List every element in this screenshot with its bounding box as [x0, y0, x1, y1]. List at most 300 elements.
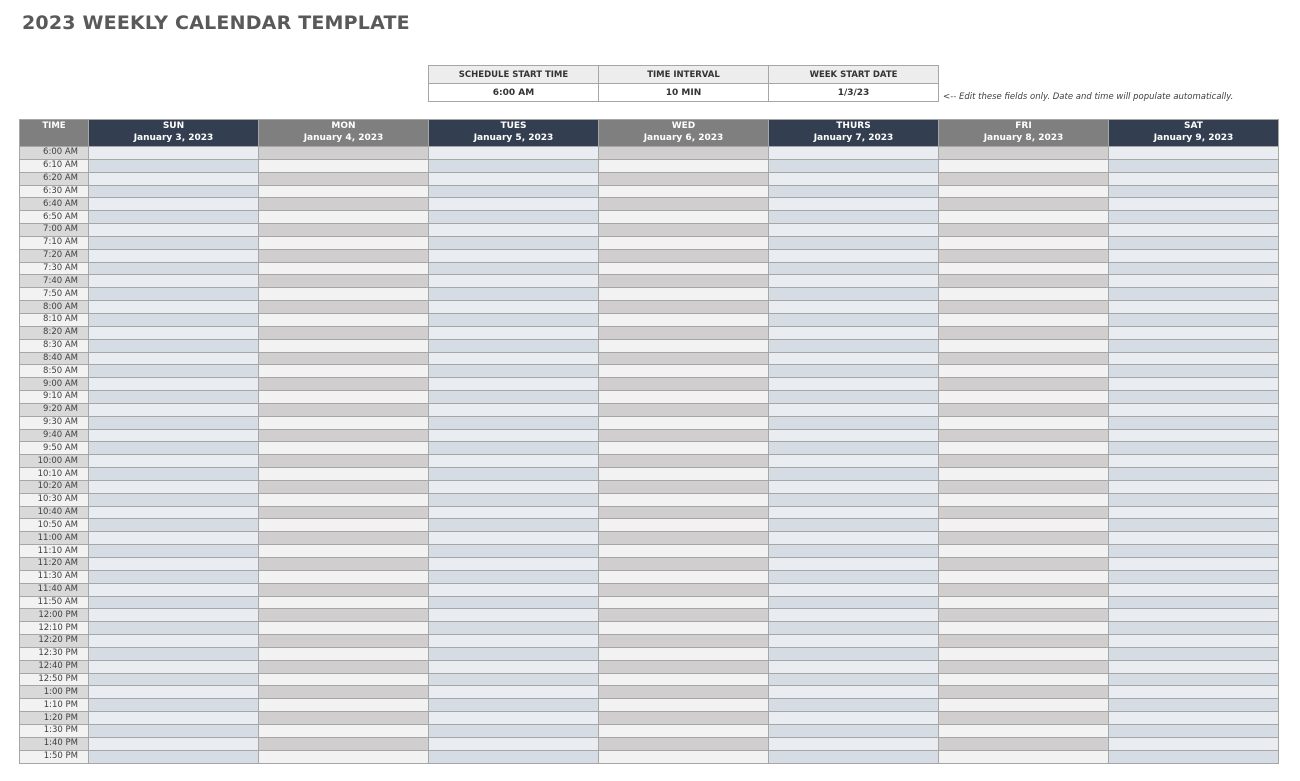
- schedule-cell-thurs[interactable]: [769, 313, 939, 326]
- schedule-cell-mon[interactable]: [259, 673, 429, 686]
- schedule-cell-sat[interactable]: [1109, 480, 1279, 493]
- schedule-cell-fri[interactable]: [939, 185, 1109, 198]
- schedule-cell-mon[interactable]: [259, 429, 429, 442]
- schedule-cell-tues[interactable]: [429, 712, 599, 725]
- schedule-cell-wed[interactable]: [599, 558, 769, 571]
- schedule-cell-mon[interactable]: [259, 416, 429, 429]
- schedule-cell-mon[interactable]: [259, 699, 429, 712]
- schedule-cell-tues[interactable]: [429, 609, 599, 622]
- schedule-cell-sat[interactable]: [1109, 647, 1279, 660]
- schedule-cell-sat[interactable]: [1109, 275, 1279, 288]
- schedule-cell-tues[interactable]: [429, 262, 599, 275]
- schedule-cell-wed[interactable]: [599, 686, 769, 699]
- schedule-cell-wed[interactable]: [599, 750, 769, 763]
- schedule-cell-tues[interactable]: [429, 249, 599, 262]
- schedule-cell-fri[interactable]: [939, 737, 1109, 750]
- schedule-cell-sun[interactable]: [89, 301, 259, 314]
- schedule-cell-tues[interactable]: [429, 365, 599, 378]
- schedule-cell-sun[interactable]: [89, 558, 259, 571]
- schedule-cell-mon[interactable]: [259, 198, 429, 211]
- schedule-cell-sat[interactable]: [1109, 635, 1279, 648]
- schedule-cell-thurs[interactable]: [769, 570, 939, 583]
- schedule-cell-sat[interactable]: [1109, 352, 1279, 365]
- schedule-cell-sat[interactable]: [1109, 288, 1279, 301]
- schedule-cell-tues[interactable]: [429, 429, 599, 442]
- schedule-cell-tues[interactable]: [429, 532, 599, 545]
- schedule-cell-tues[interactable]: [429, 647, 599, 660]
- schedule-cell-sat[interactable]: [1109, 403, 1279, 416]
- schedule-cell-sat[interactable]: [1109, 737, 1279, 750]
- schedule-cell-fri[interactable]: [939, 147, 1109, 160]
- schedule-cell-sat[interactable]: [1109, 583, 1279, 596]
- schedule-cell-sun[interactable]: [89, 224, 259, 237]
- schedule-cell-wed[interactable]: [599, 429, 769, 442]
- schedule-cell-thurs[interactable]: [769, 532, 939, 545]
- schedule-cell-sun[interactable]: [89, 339, 259, 352]
- schedule-cell-sat[interactable]: [1109, 558, 1279, 571]
- schedule-cell-thurs[interactable]: [769, 262, 939, 275]
- schedule-cell-sat[interactable]: [1109, 429, 1279, 442]
- schedule-cell-fri[interactable]: [939, 159, 1109, 172]
- schedule-cell-thurs[interactable]: [769, 622, 939, 635]
- schedule-cell-fri[interactable]: [939, 570, 1109, 583]
- schedule-cell-mon[interactable]: [259, 468, 429, 481]
- schedule-cell-fri[interactable]: [939, 750, 1109, 763]
- schedule-cell-tues[interactable]: [429, 635, 599, 648]
- schedule-cell-fri[interactable]: [939, 262, 1109, 275]
- schedule-cell-thurs[interactable]: [769, 365, 939, 378]
- schedule-cell-sun[interactable]: [89, 416, 259, 429]
- schedule-cell-wed[interactable]: [599, 506, 769, 519]
- schedule-cell-tues[interactable]: [429, 198, 599, 211]
- schedule-cell-mon[interactable]: [259, 249, 429, 262]
- schedule-cell-sun[interactable]: [89, 532, 259, 545]
- schedule-cell-sun[interactable]: [89, 724, 259, 737]
- schedule-cell-wed[interactable]: [599, 159, 769, 172]
- schedule-cell-wed[interactable]: [599, 403, 769, 416]
- schedule-cell-sun[interactable]: [89, 198, 259, 211]
- schedule-cell-wed[interactable]: [599, 416, 769, 429]
- schedule-cell-sat[interactable]: [1109, 493, 1279, 506]
- schedule-cell-sat[interactable]: [1109, 622, 1279, 635]
- schedule-cell-sat[interactable]: [1109, 339, 1279, 352]
- schedule-cell-fri[interactable]: [939, 429, 1109, 442]
- schedule-cell-tues[interactable]: [429, 172, 599, 185]
- schedule-cell-wed[interactable]: [599, 519, 769, 532]
- schedule-cell-tues[interactable]: [429, 403, 599, 416]
- schedule-cell-sat[interactable]: [1109, 686, 1279, 699]
- schedule-cell-sat[interactable]: [1109, 391, 1279, 404]
- schedule-cell-tues[interactable]: [429, 416, 599, 429]
- schedule-cell-mon[interactable]: [259, 365, 429, 378]
- schedule-cell-wed[interactable]: [599, 468, 769, 481]
- schedule-cell-thurs[interactable]: [769, 750, 939, 763]
- schedule-cell-mon[interactable]: [259, 647, 429, 660]
- schedule-cell-fri[interactable]: [939, 647, 1109, 660]
- schedule-cell-sun[interactable]: [89, 378, 259, 391]
- schedule-cell-thurs[interactable]: [769, 583, 939, 596]
- schedule-cell-thurs[interactable]: [769, 519, 939, 532]
- schedule-cell-sat[interactable]: [1109, 236, 1279, 249]
- schedule-cell-fri[interactable]: [939, 403, 1109, 416]
- schedule-cell-thurs[interactable]: [769, 686, 939, 699]
- schedule-cell-tues[interactable]: [429, 519, 599, 532]
- schedule-cell-mon[interactable]: [259, 519, 429, 532]
- schedule-cell-fri[interactable]: [939, 686, 1109, 699]
- schedule-cell-thurs[interactable]: [769, 391, 939, 404]
- schedule-cell-wed[interactable]: [599, 339, 769, 352]
- schedule-cell-mon[interactable]: [259, 442, 429, 455]
- schedule-cell-fri[interactable]: [939, 313, 1109, 326]
- schedule-cell-sat[interactable]: [1109, 442, 1279, 455]
- schedule-cell-mon[interactable]: [259, 660, 429, 673]
- schedule-cell-thurs[interactable]: [769, 352, 939, 365]
- schedule-cell-sat[interactable]: [1109, 365, 1279, 378]
- schedule-cell-tues[interactable]: [429, 506, 599, 519]
- schedule-cell-fri[interactable]: [939, 442, 1109, 455]
- schedule-cell-tues[interactable]: [429, 185, 599, 198]
- time-interval-field[interactable]: 10 MIN: [599, 84, 769, 102]
- schedule-cell-tues[interactable]: [429, 236, 599, 249]
- schedule-cell-fri[interactable]: [939, 326, 1109, 339]
- schedule-cell-tues[interactable]: [429, 493, 599, 506]
- schedule-cell-thurs[interactable]: [769, 468, 939, 481]
- schedule-cell-mon[interactable]: [259, 352, 429, 365]
- schedule-cell-fri[interactable]: [939, 506, 1109, 519]
- schedule-cell-mon[interactable]: [259, 493, 429, 506]
- schedule-cell-wed[interactable]: [599, 211, 769, 224]
- schedule-cell-wed[interactable]: [599, 647, 769, 660]
- schedule-cell-fri[interactable]: [939, 416, 1109, 429]
- schedule-cell-tues[interactable]: [429, 455, 599, 468]
- schedule-cell-sat[interactable]: [1109, 185, 1279, 198]
- schedule-cell-sun[interactable]: [89, 647, 259, 660]
- schedule-cell-sat[interactable]: [1109, 519, 1279, 532]
- schedule-cell-mon[interactable]: [259, 326, 429, 339]
- schedule-cell-wed[interactable]: [599, 442, 769, 455]
- schedule-cell-wed[interactable]: [599, 596, 769, 609]
- schedule-cell-sun[interactable]: [89, 352, 259, 365]
- schedule-cell-tues[interactable]: [429, 558, 599, 571]
- schedule-cell-fri[interactable]: [939, 493, 1109, 506]
- schedule-cell-fri[interactable]: [939, 301, 1109, 314]
- schedule-cell-sat[interactable]: [1109, 750, 1279, 763]
- schedule-cell-mon[interactable]: [259, 480, 429, 493]
- schedule-cell-wed[interactable]: [599, 480, 769, 493]
- schedule-cell-sat[interactable]: [1109, 198, 1279, 211]
- schedule-cell-sun[interactable]: [89, 429, 259, 442]
- schedule-cell-mon[interactable]: [259, 570, 429, 583]
- schedule-cell-fri[interactable]: [939, 172, 1109, 185]
- schedule-cell-wed[interactable]: [599, 724, 769, 737]
- schedule-cell-tues[interactable]: [429, 686, 599, 699]
- schedule-cell-sun[interactable]: [89, 506, 259, 519]
- schedule-cell-fri[interactable]: [939, 249, 1109, 262]
- schedule-cell-fri[interactable]: [939, 365, 1109, 378]
- schedule-cell-thurs[interactable]: [769, 647, 939, 660]
- schedule-cell-sun[interactable]: [89, 712, 259, 725]
- schedule-cell-thurs[interactable]: [769, 185, 939, 198]
- schedule-cell-sun[interactable]: [89, 493, 259, 506]
- schedule-cell-mon[interactable]: [259, 750, 429, 763]
- schedule-cell-mon[interactable]: [259, 224, 429, 237]
- schedule-cell-thurs[interactable]: [769, 635, 939, 648]
- schedule-cell-sun[interactable]: [89, 468, 259, 481]
- schedule-cell-sat[interactable]: [1109, 172, 1279, 185]
- schedule-cell-fri[interactable]: [939, 583, 1109, 596]
- schedule-cell-wed[interactable]: [599, 391, 769, 404]
- schedule-cell-sat[interactable]: [1109, 545, 1279, 558]
- schedule-cell-sat[interactable]: [1109, 416, 1279, 429]
- schedule-cell-thurs[interactable]: [769, 275, 939, 288]
- schedule-cell-sun[interactable]: [89, 365, 259, 378]
- schedule-cell-mon[interactable]: [259, 313, 429, 326]
- schedule-cell-wed[interactable]: [599, 532, 769, 545]
- schedule-cell-thurs[interactable]: [769, 737, 939, 750]
- schedule-cell-mon[interactable]: [259, 339, 429, 352]
- schedule-cell-sun[interactable]: [89, 455, 259, 468]
- schedule-cell-thurs[interactable]: [769, 288, 939, 301]
- schedule-cell-sat[interactable]: [1109, 159, 1279, 172]
- schedule-cell-tues[interactable]: [429, 737, 599, 750]
- schedule-cell-thurs[interactable]: [769, 378, 939, 391]
- schedule-cell-sun[interactable]: [89, 275, 259, 288]
- schedule-cell-sun[interactable]: [89, 519, 259, 532]
- schedule-cell-thurs[interactable]: [769, 673, 939, 686]
- schedule-cell-tues[interactable]: [429, 570, 599, 583]
- schedule-cell-mon[interactable]: [259, 262, 429, 275]
- schedule-cell-fri[interactable]: [939, 673, 1109, 686]
- schedule-cell-sun[interactable]: [89, 596, 259, 609]
- schedule-cell-mon[interactable]: [259, 622, 429, 635]
- schedule-cell-mon[interactable]: [259, 378, 429, 391]
- schedule-cell-mon[interactable]: [259, 583, 429, 596]
- schedule-cell-thurs[interactable]: [769, 480, 939, 493]
- schedule-cell-thurs[interactable]: [769, 609, 939, 622]
- schedule-cell-fri[interactable]: [939, 596, 1109, 609]
- schedule-cell-wed[interactable]: [599, 622, 769, 635]
- schedule-cell-sat[interactable]: [1109, 712, 1279, 725]
- schedule-cell-mon[interactable]: [259, 403, 429, 416]
- schedule-cell-sun[interactable]: [89, 172, 259, 185]
- schedule-cell-thurs[interactable]: [769, 545, 939, 558]
- schedule-cell-fri[interactable]: [939, 391, 1109, 404]
- schedule-cell-thurs[interactable]: [769, 660, 939, 673]
- schedule-cell-sun[interactable]: [89, 686, 259, 699]
- schedule-cell-wed[interactable]: [599, 635, 769, 648]
- schedule-cell-sun[interactable]: [89, 147, 259, 160]
- schedule-cell-mon[interactable]: [259, 211, 429, 224]
- schedule-cell-tues[interactable]: [429, 480, 599, 493]
- schedule-cell-wed[interactable]: [599, 288, 769, 301]
- schedule-cell-tues[interactable]: [429, 301, 599, 314]
- schedule-cell-sun[interactable]: [89, 635, 259, 648]
- schedule-cell-tues[interactable]: [429, 442, 599, 455]
- schedule-cell-mon[interactable]: [259, 506, 429, 519]
- schedule-cell-wed[interactable]: [599, 583, 769, 596]
- schedule-start-time-field[interactable]: 6:00 AM: [429, 84, 599, 102]
- schedule-cell-fri[interactable]: [939, 622, 1109, 635]
- schedule-cell-sat[interactable]: [1109, 313, 1279, 326]
- week-start-date-field[interactable]: 1/3/23: [769, 84, 939, 102]
- schedule-cell-wed[interactable]: [599, 570, 769, 583]
- schedule-cell-tues[interactable]: [429, 378, 599, 391]
- schedule-cell-fri[interactable]: [939, 635, 1109, 648]
- schedule-cell-sun[interactable]: [89, 583, 259, 596]
- schedule-cell-mon[interactable]: [259, 172, 429, 185]
- schedule-cell-thurs[interactable]: [769, 249, 939, 262]
- schedule-cell-sat[interactable]: [1109, 673, 1279, 686]
- schedule-cell-sun[interactable]: [89, 391, 259, 404]
- schedule-cell-fri[interactable]: [939, 198, 1109, 211]
- schedule-cell-sat[interactable]: [1109, 506, 1279, 519]
- schedule-cell-tues[interactable]: [429, 313, 599, 326]
- schedule-cell-sat[interactable]: [1109, 609, 1279, 622]
- schedule-cell-sun[interactable]: [89, 673, 259, 686]
- schedule-cell-thurs[interactable]: [769, 506, 939, 519]
- schedule-cell-wed[interactable]: [599, 660, 769, 673]
- schedule-cell-sun[interactable]: [89, 249, 259, 262]
- schedule-cell-fri[interactable]: [939, 378, 1109, 391]
- schedule-cell-tues[interactable]: [429, 583, 599, 596]
- schedule-cell-wed[interactable]: [599, 262, 769, 275]
- schedule-cell-thurs[interactable]: [769, 172, 939, 185]
- schedule-cell-mon[interactable]: [259, 391, 429, 404]
- schedule-cell-wed[interactable]: [599, 275, 769, 288]
- schedule-cell-wed[interactable]: [599, 147, 769, 160]
- schedule-cell-wed[interactable]: [599, 455, 769, 468]
- schedule-cell-thurs[interactable]: [769, 712, 939, 725]
- schedule-cell-sun[interactable]: [89, 750, 259, 763]
- schedule-cell-mon[interactable]: [259, 545, 429, 558]
- schedule-cell-fri[interactable]: [939, 224, 1109, 237]
- schedule-cell-tues[interactable]: [429, 288, 599, 301]
- schedule-cell-tues[interactable]: [429, 724, 599, 737]
- schedule-cell-mon[interactable]: [259, 596, 429, 609]
- schedule-cell-sun[interactable]: [89, 211, 259, 224]
- schedule-cell-thurs[interactable]: [769, 429, 939, 442]
- schedule-cell-sat[interactable]: [1109, 724, 1279, 737]
- schedule-cell-fri[interactable]: [939, 724, 1109, 737]
- schedule-cell-tues[interactable]: [429, 660, 599, 673]
- schedule-cell-mon[interactable]: [259, 301, 429, 314]
- schedule-cell-thurs[interactable]: [769, 558, 939, 571]
- schedule-cell-thurs[interactable]: [769, 403, 939, 416]
- schedule-cell-thurs[interactable]: [769, 236, 939, 249]
- schedule-cell-mon[interactable]: [259, 609, 429, 622]
- schedule-cell-mon[interactable]: [259, 275, 429, 288]
- schedule-cell-fri[interactable]: [939, 558, 1109, 571]
- schedule-cell-thurs[interactable]: [769, 416, 939, 429]
- schedule-cell-wed[interactable]: [599, 699, 769, 712]
- schedule-cell-mon[interactable]: [259, 686, 429, 699]
- schedule-cell-thurs[interactable]: [769, 493, 939, 506]
- schedule-cell-sun[interactable]: [89, 313, 259, 326]
- schedule-cell-thurs[interactable]: [769, 159, 939, 172]
- schedule-cell-thurs[interactable]: [769, 455, 939, 468]
- schedule-cell-mon[interactable]: [259, 159, 429, 172]
- schedule-cell-wed[interactable]: [599, 609, 769, 622]
- schedule-cell-mon[interactable]: [259, 558, 429, 571]
- schedule-cell-tues[interactable]: [429, 391, 599, 404]
- schedule-cell-sat[interactable]: [1109, 570, 1279, 583]
- schedule-cell-wed[interactable]: [599, 198, 769, 211]
- schedule-cell-sat[interactable]: [1109, 262, 1279, 275]
- schedule-cell-sat[interactable]: [1109, 249, 1279, 262]
- schedule-cell-mon[interactable]: [259, 236, 429, 249]
- schedule-cell-mon[interactable]: [259, 147, 429, 160]
- schedule-cell-fri[interactable]: [939, 699, 1109, 712]
- schedule-cell-fri[interactable]: [939, 352, 1109, 365]
- schedule-cell-wed[interactable]: [599, 185, 769, 198]
- schedule-cell-wed[interactable]: [599, 172, 769, 185]
- schedule-cell-fri[interactable]: [939, 468, 1109, 481]
- schedule-cell-tues[interactable]: [429, 468, 599, 481]
- schedule-cell-thurs[interactable]: [769, 224, 939, 237]
- schedule-cell-sun[interactable]: [89, 737, 259, 750]
- schedule-cell-tues[interactable]: [429, 224, 599, 237]
- schedule-cell-sat[interactable]: [1109, 224, 1279, 237]
- schedule-cell-thurs[interactable]: [769, 596, 939, 609]
- schedule-cell-mon[interactable]: [259, 635, 429, 648]
- schedule-cell-fri[interactable]: [939, 236, 1109, 249]
- schedule-cell-mon[interactable]: [259, 288, 429, 301]
- schedule-cell-thurs[interactable]: [769, 339, 939, 352]
- schedule-cell-sat[interactable]: [1109, 468, 1279, 481]
- schedule-cell-wed[interactable]: [599, 712, 769, 725]
- schedule-cell-sat[interactable]: [1109, 326, 1279, 339]
- schedule-cell-tues[interactable]: [429, 275, 599, 288]
- schedule-cell-thurs[interactable]: [769, 699, 939, 712]
- schedule-cell-wed[interactable]: [599, 224, 769, 237]
- schedule-cell-tues[interactable]: [429, 211, 599, 224]
- schedule-cell-thurs[interactable]: [769, 442, 939, 455]
- schedule-cell-fri[interactable]: [939, 532, 1109, 545]
- schedule-cell-sun[interactable]: [89, 660, 259, 673]
- schedule-cell-tues[interactable]: [429, 750, 599, 763]
- schedule-cell-fri[interactable]: [939, 211, 1109, 224]
- schedule-cell-tues[interactable]: [429, 326, 599, 339]
- schedule-cell-fri[interactable]: [939, 712, 1109, 725]
- schedule-cell-wed[interactable]: [599, 236, 769, 249]
- schedule-cell-tues[interactable]: [429, 545, 599, 558]
- schedule-cell-mon[interactable]: [259, 712, 429, 725]
- schedule-cell-sat[interactable]: [1109, 147, 1279, 160]
- schedule-cell-sun[interactable]: [89, 442, 259, 455]
- schedule-cell-sun[interactable]: [89, 236, 259, 249]
- schedule-cell-wed[interactable]: [599, 313, 769, 326]
- schedule-cell-fri[interactable]: [939, 545, 1109, 558]
- schedule-cell-tues[interactable]: [429, 673, 599, 686]
- schedule-cell-fri[interactable]: [939, 288, 1109, 301]
- schedule-cell-sun[interactable]: [89, 622, 259, 635]
- schedule-cell-sat[interactable]: [1109, 660, 1279, 673]
- schedule-cell-wed[interactable]: [599, 301, 769, 314]
- schedule-cell-thurs[interactable]: [769, 198, 939, 211]
- schedule-cell-sun[interactable]: [89, 403, 259, 416]
- schedule-cell-tues[interactable]: [429, 352, 599, 365]
- schedule-cell-wed[interactable]: [599, 545, 769, 558]
- schedule-cell-mon[interactable]: [259, 532, 429, 545]
- schedule-cell-sun[interactable]: [89, 262, 259, 275]
- schedule-cell-mon[interactable]: [259, 455, 429, 468]
- schedule-cell-sun[interactable]: [89, 185, 259, 198]
- schedule-cell-wed[interactable]: [599, 249, 769, 262]
- schedule-cell-sat[interactable]: [1109, 455, 1279, 468]
- schedule-cell-wed[interactable]: [599, 365, 769, 378]
- schedule-cell-wed[interactable]: [599, 326, 769, 339]
- schedule-cell-tues[interactable]: [429, 147, 599, 160]
